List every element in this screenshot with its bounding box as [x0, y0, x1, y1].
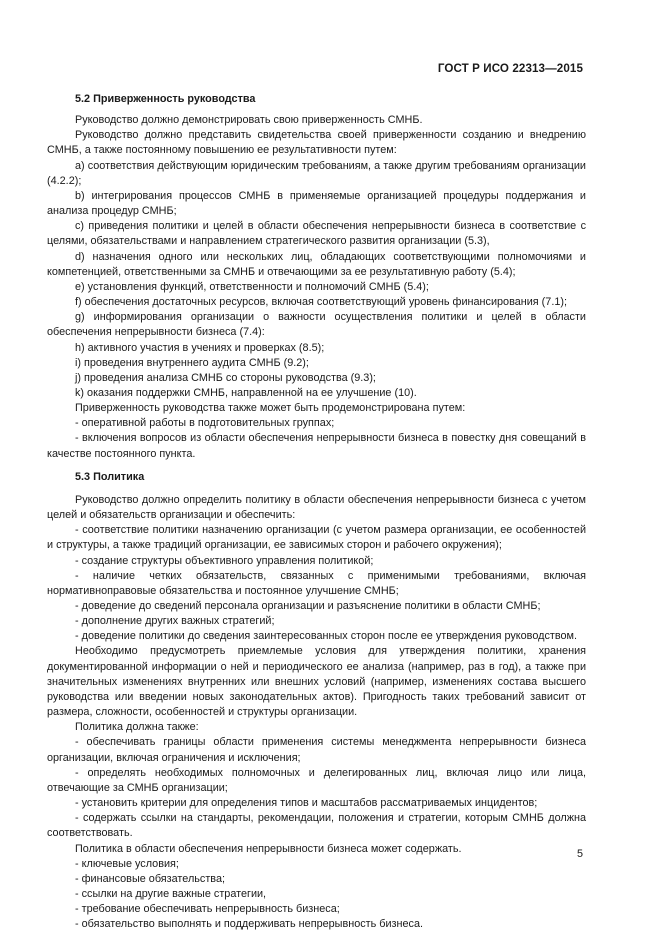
list-item: - включения вопросов из области обеспечения непрерывности бизнеса в повестку дня совещаний в качестве постоянного пункта.: [47, 432, 586, 460]
paragraph: Руководство должно представить свидетельства своей приверженности созданию и внедрению СМНБ, а также постоянному повышению ее результативности путем:: [47, 129, 586, 157]
list-item: j) проведения анализа СМНБ со стороны руководства (9.3);: [75, 371, 376, 384]
list-item: - установить критерии для определения типов и масштабов рассматриваемых инцидентов;: [75, 797, 538, 810]
section-title-5-2: 5.2 Приверженность руководства: [75, 93, 256, 105]
list-item: - ссылки на другие важные стратегии,: [75, 887, 267, 900]
list-item: d) назначения одного или нескольких лиц, обладающих соответствующими полномочиями и компетенцией, ответственными за СМНБ и отвечающими за ее результативную работу (5.4);: [47, 250, 586, 278]
list-item: - наличие четких обязательств, связанных с применимыми требованиями, включая нормативноправовые обязательства и постоянное улучшение СМНБ;: [47, 569, 586, 597]
list-item: - обеспечивать границы области применения системы менеджмента непрерывности бизнеса организации, включая ограничения и исключения;: [47, 736, 586, 764]
list-item: - ключевые условия;: [75, 857, 179, 870]
list-item: - оперативной работы в подготовительных группах;: [75, 417, 335, 430]
list-item: k) оказания поддержки СМНБ, направленной на ее улучшение (10).: [75, 386, 417, 399]
list-item: g) информирования организации о важности осуществления политики и целей в области обеспечения непрерывности бизнеса (7.4):: [47, 311, 586, 339]
page-number: 5: [576, 848, 583, 860]
list-item: f) обеспечения достаточных ресурсов, включая соответствующий уровень финансирования (7.1);: [75, 296, 567, 309]
paragraph: Руководство должно демонстрировать свою приверженность СМНБ.: [75, 114, 423, 127]
paragraph: Необходимо предусмотреть приемлемые условия для утверждения политики, хранения документированной информации о ней и периодического ее анализа (например, раз в год), а также при значительных изменениях внутренних или внешних условий (например, изменениях состава высшего руководства или введении новых законодательных актов). Пригодность таких требований зависит от размера, сложности, особенностей и структуры организации.: [47, 645, 586, 719]
list-item: c) приведения политики и целей в области обеспечения непрерывности бизнеса в соответствие с целями, обязательствами и направлением стратегического развития организации (5.3),: [47, 220, 586, 248]
list-item: - соответствие политики назначению организации (с учетом размера организации, ее особенностей и структуры, а также традиций организации, ее зависимых сторон и рабочего окружения);: [47, 524, 586, 552]
list-item: - определять необходимых полномочных и делегированных лиц, включая лицо или лица, отвечающие за СМНБ организации;: [47, 766, 586, 794]
section-5-2-body: [47, 113, 586, 462]
list-item: - доведение до сведений персонала организации и разъяснение политики в области СМНБ;: [75, 600, 541, 612]
paragraph: Приверженность руководства также может быть продемонстрирована путем:: [75, 402, 466, 415]
list-item: - создание структуры объективного управления политикой;: [75, 554, 374, 567]
list-item: - требование обеспечивать непрерывность бизнеса;: [75, 903, 340, 916]
list-item: - финансовые обязательства;: [75, 872, 225, 885]
paragraph: Политика в области обеспечения непрерывности бизнеса может содержать.: [75, 842, 462, 855]
list-item: - обязательство выполнять и поддерживать непрерывность бизнеса.: [75, 918, 424, 931]
document-body: [47, 92, 586, 932]
list-item: - дополнение других важных стратегий;: [75, 615, 275, 628]
list-item: - доведение политики до сведения заинтересованных сторон после ее утверждения руководством.: [75, 630, 577, 643]
paragraph: Руководство должно определить политику в области обеспечения непрерывности бизнеса с учетом целей и обязательств организации и обеспечить:: [47, 493, 586, 522]
section-5-3-body: [47, 493, 586, 933]
standard-header: ГОСТ Р ИСО 22313—2015: [437, 62, 583, 75]
section-title-5-3: 5.3 Политика: [75, 470, 145, 483]
list-item: e) установления функций, ответственности и полномочий СМНБ (5.4);: [75, 280, 429, 293]
list-item: a) соответствия действующим юридическим требованиям, а также другим требованиям организации (4.2.2);: [47, 159, 586, 187]
paragraph: Политика должна также:: [75, 721, 199, 734]
list-item: - содержать ссылки на стандарты, рекомендации, положения и стратегии, которым СМНБ должна соответствовать.: [47, 812, 586, 840]
list-item: b) интегрирования процессов СМНБ в применяемые организацией процедуры поддержания и анализа процедур СМНБ;: [47, 189, 586, 218]
list-item: i) проведения внутреннего аудита СМНБ (9.2);: [75, 356, 309, 369]
list-item: h) активного участия в учениях и проверках (8.5);: [75, 341, 325, 354]
